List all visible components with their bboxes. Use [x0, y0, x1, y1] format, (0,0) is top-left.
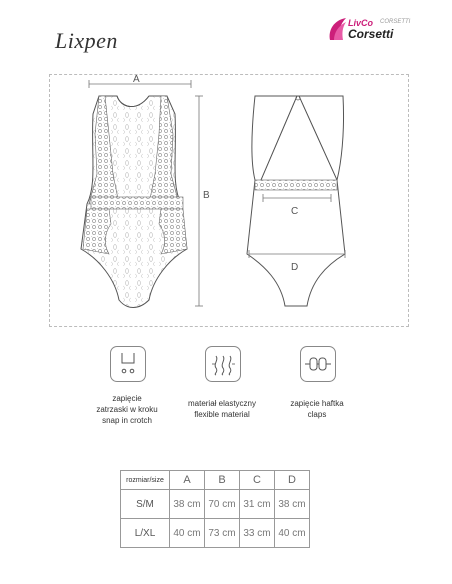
garment-technical-drawing: [49, 74, 407, 326]
size-value: 73 cm: [205, 519, 240, 548]
hook-clasp-caption: [252, 398, 382, 420]
dimension-d-label: D: [291, 262, 299, 273]
size-value: 31 cm: [240, 490, 275, 519]
brand-logo-mark-icon: [326, 16, 350, 44]
elastic-material-icon: [205, 346, 241, 382]
dimension-b-label: B: [203, 190, 210, 201]
hook-clasp-icon: [300, 346, 336, 382]
size-value: 38 cm: [275, 490, 310, 519]
size-value: 38 cm: [170, 490, 205, 519]
size-table: [120, 470, 310, 548]
front-view: [81, 96, 187, 308]
size-value: 40 cm: [170, 519, 205, 548]
snap-crotch-caption-line: zatrzaski w kroku: [96, 405, 158, 414]
product-title: Lixpen: [55, 28, 118, 53]
size-value: 33 cm: [240, 519, 275, 548]
snap-crotch-caption-line: zapięcie: [112, 394, 142, 403]
size-label: L/XL: [121, 519, 170, 548]
elastic-material-caption-line: materiał elastyczny: [187, 399, 257, 408]
back-view: [247, 96, 345, 306]
size-header-label: rozmiar/size: [121, 471, 170, 490]
dimension-b: [195, 96, 210, 306]
size-value: 40 cm: [275, 519, 310, 548]
size-column-header: A: [170, 471, 205, 490]
brand-name-top: LivCo: [348, 18, 374, 28]
size-column-header: B: [205, 471, 240, 490]
size-column-header: D: [275, 471, 310, 490]
dimension-c-label: C: [291, 206, 299, 217]
brand-name-main: Corsetti: [348, 27, 394, 41]
brand-logo: [326, 16, 426, 46]
size-label: S/M: [121, 490, 170, 519]
hook-clasp-caption-line: zapięcie haftka: [290, 399, 344, 408]
hook-clasp-caption-line: claps: [307, 410, 327, 419]
brand-name-sub: CORSETTI: [380, 19, 411, 25]
size-column-header: C: [240, 471, 275, 490]
size-table-header: [121, 471, 310, 490]
snap-crotch-caption-line: snap in crotch: [102, 416, 152, 425]
snap-crotch-icon: [110, 346, 146, 382]
elastic-material-caption-line: flexible material: [194, 410, 250, 419]
size-table-row: [121, 519, 310, 548]
size-table-row: [121, 490, 310, 519]
size-value: 70 cm: [205, 490, 240, 519]
dimension-a-label: A: [133, 74, 140, 85]
dimension-a: [89, 74, 191, 88]
